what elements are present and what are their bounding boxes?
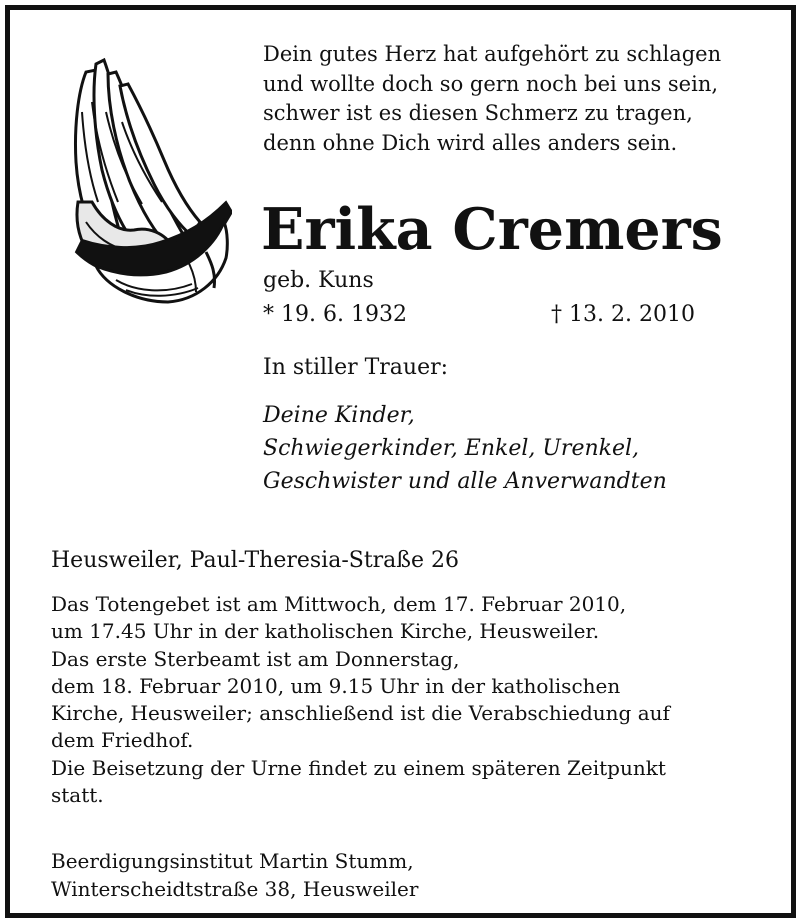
mourning-heading: In stiller Trauer:	[263, 355, 449, 380]
service-line: Die Beisetzung der Urne findet zu einem späteren Zeitpunkt	[51, 755, 666, 780]
service-line: Kirche, Heusweiler; anschließend ist die Verabschiedung auf	[51, 701, 670, 726]
undertaker-line: Winterscheidtstraße 38, Heusweiler	[51, 877, 419, 901]
mourners-line: Deine Kinder,	[263, 403, 415, 428]
mourners-line: Geschwister und alle Anverwandten	[263, 469, 667, 494]
poem-line: Dein gutes Herz hat aufgehört zu schlagen	[263, 42, 722, 66]
service-line: um 17.45 Uhr in der katholischen Kirche, Heusweiler.	[51, 619, 600, 644]
poem-line: und wollte doch so gern noch bei uns sein,	[263, 71, 719, 96]
service-details	[51, 591, 670, 809]
poem-line: denn ohne Dich wird alles anders sein.	[263, 130, 678, 155]
deceased-name: Erika Cremers	[261, 196, 723, 263]
service-line: dem Friedhof.	[51, 728, 194, 753]
service-line: Das erste Sterbeamt ist am Donnerstag,	[51, 646, 460, 671]
maiden-name: geb. Kuns	[263, 268, 374, 293]
poem-line: schwer ist es diesen Schmerz zu tragen,	[263, 101, 693, 125]
undertaker-line: Beerdigungsinstitut Martin Stumm,	[51, 849, 414, 873]
poem	[263, 40, 721, 158]
praying-hands-icon	[56, 52, 232, 306]
death-date: † 13. 2. 2010	[551, 302, 695, 327]
service-line: Das Totengebet ist am Mittwoch, dem 17. Februar 2010,	[51, 592, 627, 616]
obituary-notice	[5, 5, 796, 918]
mourners-list	[263, 399, 667, 498]
mourners-line: Schwiegerkinder, Enkel, Urenkel,	[263, 436, 640, 461]
birth-date: * 19. 6. 1932	[263, 302, 407, 327]
undertaker-info	[51, 847, 418, 903]
service-line: statt.	[51, 783, 104, 808]
service-line: dem 18. Februar 2010, um 9.15 Uhr in der katholischen	[51, 673, 621, 698]
family-address: Heusweiler, Paul-Theresia-Straße 26	[51, 548, 459, 573]
